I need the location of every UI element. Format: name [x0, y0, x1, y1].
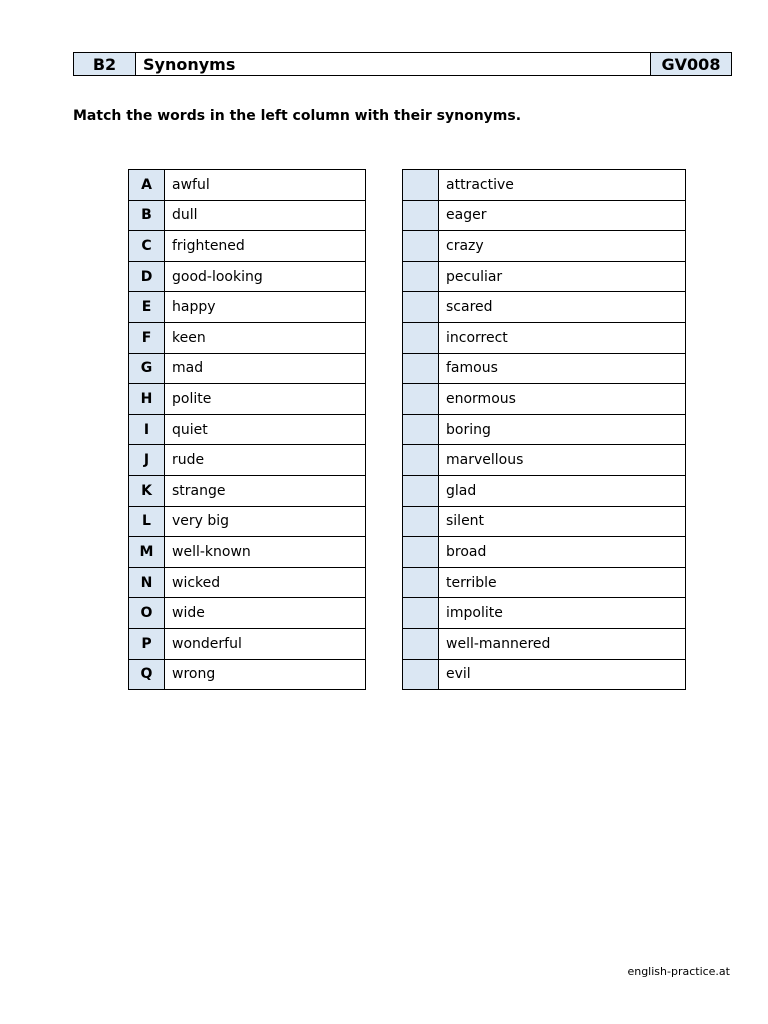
left-row — [129, 261, 366, 292]
row-letter: I — [129, 414, 165, 445]
right-row — [403, 322, 686, 353]
left-word: polite — [165, 384, 366, 415]
footer-site: english-practice.at — [627, 965, 730, 978]
answer-box[interactable] — [403, 537, 439, 568]
row-letter: M — [129, 537, 165, 568]
right-row — [403, 170, 686, 201]
row-letter: P — [129, 628, 165, 659]
synonym-word: famous — [439, 353, 686, 384]
answer-box[interactable] — [403, 231, 439, 262]
synonym-word: incorrect — [439, 322, 686, 353]
right-row — [403, 567, 686, 598]
level-badge: B2 — [74, 53, 136, 75]
left-row — [129, 384, 366, 415]
synonym-word: peculiar — [439, 261, 686, 292]
synonym-word: well-mannered — [439, 628, 686, 659]
left-word: rude — [165, 445, 366, 476]
left-word: good-looking — [165, 261, 366, 292]
left-row — [129, 292, 366, 323]
answer-box[interactable] — [403, 200, 439, 231]
left-word: wonderful — [165, 628, 366, 659]
row-letter: A — [129, 170, 165, 201]
right-row — [403, 200, 686, 231]
row-letter: D — [129, 261, 165, 292]
left-row — [129, 200, 366, 231]
synonym-word: silent — [439, 506, 686, 537]
left-row — [129, 353, 366, 384]
row-letter: J — [129, 445, 165, 476]
row-letter: B — [129, 200, 165, 231]
left-row — [129, 445, 366, 476]
answer-box[interactable] — [403, 445, 439, 476]
left-word: wrong — [165, 659, 366, 690]
left-word: well-known — [165, 537, 366, 568]
right-synonym-table — [402, 169, 686, 690]
answer-box[interactable] — [403, 384, 439, 415]
synonym-word: marvellous — [439, 445, 686, 476]
answer-box[interactable] — [403, 598, 439, 629]
right-row — [403, 414, 686, 445]
row-letter: C — [129, 231, 165, 262]
left-row — [129, 414, 366, 445]
right-row — [403, 353, 686, 384]
left-row — [129, 628, 366, 659]
row-letter: L — [129, 506, 165, 537]
synonym-word: crazy — [439, 231, 686, 262]
left-row — [129, 537, 366, 568]
instruction-text: Match the words in the left column with their synonyms. — [73, 108, 522, 124]
synonym-word: broad — [439, 537, 686, 568]
answer-box[interactable] — [403, 353, 439, 384]
left-row — [129, 598, 366, 629]
synonym-word: attractive — [439, 170, 686, 201]
answer-box[interactable] — [403, 414, 439, 445]
answer-box[interactable] — [403, 261, 439, 292]
synonym-word: eager — [439, 200, 686, 231]
answer-box[interactable] — [403, 292, 439, 323]
left-word: very big — [165, 506, 366, 537]
answer-box[interactable] — [403, 170, 439, 201]
synonym-word: glad — [439, 475, 686, 506]
left-word: wide — [165, 598, 366, 629]
right-row — [403, 292, 686, 323]
left-row — [129, 231, 366, 262]
left-row — [129, 322, 366, 353]
right-row — [403, 598, 686, 629]
worksheet-header — [73, 52, 732, 76]
row-letter: H — [129, 384, 165, 415]
answer-box[interactable] — [403, 659, 439, 690]
right-row — [403, 475, 686, 506]
right-row — [403, 231, 686, 262]
right-row — [403, 384, 686, 415]
answer-box[interactable] — [403, 322, 439, 353]
left-row — [129, 659, 366, 690]
synonym-word: impolite — [439, 598, 686, 629]
left-word: happy — [165, 292, 366, 323]
synonym-word: terrible — [439, 567, 686, 598]
row-letter: O — [129, 598, 165, 629]
answer-box[interactable] — [403, 475, 439, 506]
left-word: wicked — [165, 567, 366, 598]
left-word: frightened — [165, 231, 366, 262]
row-letter: G — [129, 353, 165, 384]
left-row — [129, 475, 366, 506]
synonym-word: enormous — [439, 384, 686, 415]
right-row — [403, 628, 686, 659]
right-row — [403, 445, 686, 476]
left-word: dull — [165, 200, 366, 231]
left-row — [129, 567, 366, 598]
right-row — [403, 659, 686, 690]
left-word: awful — [165, 170, 366, 201]
left-row — [129, 170, 366, 201]
row-letter: Q — [129, 659, 165, 690]
left-word: quiet — [165, 414, 366, 445]
synonym-word: boring — [439, 414, 686, 445]
right-row — [403, 506, 686, 537]
synonym-word: scared — [439, 292, 686, 323]
answer-box[interactable] — [403, 567, 439, 598]
worksheet-title: Synonyms — [143, 54, 236, 74]
left-word-table — [128, 169, 366, 690]
answer-box[interactable] — [403, 628, 439, 659]
answer-box[interactable] — [403, 506, 439, 537]
row-letter: K — [129, 475, 165, 506]
row-letter: F — [129, 322, 165, 353]
left-word: keen — [165, 322, 366, 353]
left-word: mad — [165, 353, 366, 384]
left-row — [129, 506, 366, 537]
right-row — [403, 537, 686, 568]
row-letter: N — [129, 567, 165, 598]
row-letter: E — [129, 292, 165, 323]
synonym-word: evil — [439, 659, 686, 690]
right-row — [403, 261, 686, 292]
left-word: strange — [165, 475, 366, 506]
worksheet-code: GV008 — [650, 53, 731, 75]
